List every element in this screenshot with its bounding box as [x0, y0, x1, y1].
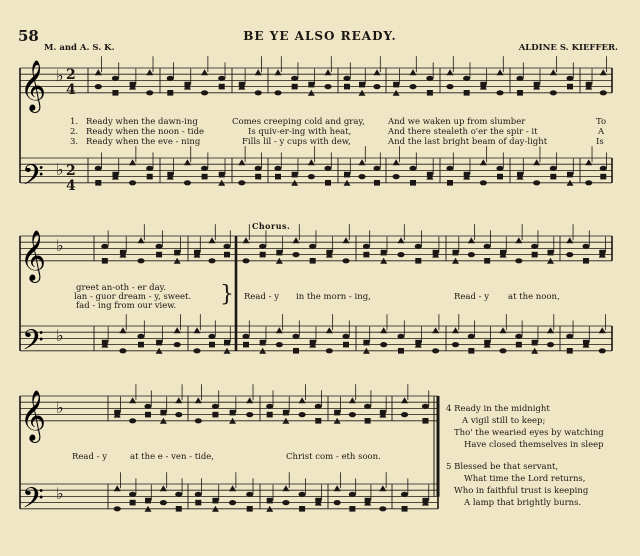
- verse-line: A vigil still to keep;: [462, 416, 546, 426]
- key-signature-flat-icon: ♭: [56, 66, 64, 85]
- chorus-lyric: Read - y: [72, 452, 108, 462]
- round-note-head: [259, 244, 266, 249]
- square-note-head: [102, 258, 108, 264]
- square-note-head: [600, 174, 606, 180]
- round-note-head: [95, 84, 102, 89]
- triangle-note-head: [184, 159, 191, 165]
- brace-icon: }: [220, 282, 234, 307]
- round-note-head: [446, 166, 453, 171]
- square-note-head: [359, 82, 365, 88]
- key-signature-flat-icon: ♭: [56, 484, 64, 503]
- square-note-head: [310, 258, 316, 264]
- triangle-note-head: [308, 159, 315, 165]
- square-note-head: [532, 340, 538, 346]
- round-note-head: [397, 252, 404, 257]
- key-signature-flat-icon: ♭: [56, 236, 64, 255]
- round-note-head: [324, 166, 331, 171]
- round-note-head: [585, 180, 592, 185]
- round-note-head: [298, 412, 305, 417]
- key-signature-flat-icon: ♭: [56, 160, 64, 179]
- square-note-head: [343, 342, 349, 348]
- round-note-head: [274, 166, 281, 171]
- verse-number: 2.: [70, 127, 79, 137]
- round-note-head: [566, 334, 573, 339]
- triangle-note-head: [95, 69, 102, 75]
- round-note-head: [218, 76, 225, 81]
- round-note-head: [599, 348, 606, 353]
- lyric-segment: Is quiv-er-ing with heat,: [248, 127, 352, 137]
- time-signature-top: 2: [66, 163, 76, 179]
- triangle-note-head: [566, 237, 573, 243]
- round-note-head: [415, 244, 422, 249]
- triangle-note-head: [468, 237, 475, 243]
- round-note-head: [208, 258, 215, 263]
- square-note-head: [283, 410, 289, 416]
- round-note-head: [274, 90, 281, 95]
- triangle-note-head: [276, 327, 283, 333]
- triangle-note-head: [255, 69, 262, 75]
- round-note-head: [515, 334, 522, 339]
- square-note-head: [398, 348, 404, 354]
- chorus-lyric: at the noon,: [508, 292, 560, 302]
- round-note-head: [242, 334, 249, 339]
- triangle-note-head: [275, 69, 282, 75]
- triangle-note-head: [243, 237, 250, 243]
- verse-number: 1.: [70, 117, 79, 127]
- page-number: 58: [18, 27, 39, 45]
- round-note-head: [432, 348, 439, 353]
- round-note-head: [246, 492, 253, 497]
- triangle-note-head: [600, 69, 607, 75]
- square-note-head: [374, 180, 380, 186]
- triangle-note-head: [209, 237, 216, 243]
- bass-clef-icon: 𝄢: [22, 482, 44, 522]
- round-note-head: [326, 348, 333, 353]
- round-note-head: [174, 342, 181, 347]
- triangle-note-head: [334, 485, 341, 491]
- round-note-head: [409, 166, 416, 171]
- triangle-note-head: [195, 397, 202, 403]
- square-note-head: [548, 250, 554, 256]
- triangle-note-head: [325, 69, 332, 75]
- round-note-head: [566, 76, 573, 81]
- key-signature-flat-icon: ♭: [56, 326, 64, 345]
- round-note-head: [452, 342, 459, 347]
- triangle-note-head: [374, 69, 381, 75]
- round-note-head: [393, 174, 400, 179]
- square-note-head: [267, 412, 273, 418]
- triangle-note-head: [480, 159, 487, 165]
- triangle-note-head: [432, 327, 439, 333]
- square-note-head: [334, 410, 340, 416]
- triangle-note-head: [114, 485, 121, 491]
- triangle-note-head: [379, 485, 386, 491]
- verse-1-ending: greet an-oth - er day.: [76, 283, 167, 293]
- round-note-head: [315, 404, 322, 409]
- round-note-head: [349, 492, 356, 497]
- verse-line: Have closed themselves in sleep: [464, 440, 604, 450]
- round-note-head: [531, 244, 538, 249]
- square-note-head: [212, 412, 218, 418]
- round-note-head: [496, 90, 503, 95]
- round-note-head: [167, 76, 174, 81]
- square-note-head: [267, 498, 273, 504]
- square-note-head: [393, 82, 399, 88]
- round-note-head: [533, 180, 540, 185]
- triangle-note-head: [533, 159, 540, 165]
- time-signature-top: 2: [66, 67, 76, 83]
- square-note-head: [230, 410, 236, 416]
- round-note-head: [426, 76, 433, 81]
- square-note-head: [95, 180, 101, 186]
- round-note-head: [324, 84, 331, 89]
- chorus-label: Chorus.: [252, 221, 291, 231]
- round-note-head: [480, 180, 487, 185]
- round-note-head: [600, 90, 607, 95]
- square-note-head: [219, 172, 225, 178]
- square-note-head: [255, 174, 261, 180]
- square-note-head: [247, 506, 253, 512]
- square-note-head: [176, 506, 182, 512]
- round-note-head: [343, 76, 350, 81]
- square-note-head: [315, 418, 321, 424]
- square-note-head: [160, 410, 166, 416]
- round-note-head: [144, 404, 151, 409]
- square-note-head: [195, 500, 201, 506]
- triangle-note-head: [194, 327, 201, 333]
- square-note-head: [365, 418, 371, 424]
- round-note-head: [112, 76, 119, 81]
- round-note-head: [373, 166, 380, 171]
- square-note-head: [292, 84, 298, 90]
- square-note-head: [422, 418, 428, 424]
- triangle-note-head: [393, 159, 400, 165]
- round-note-head: [291, 76, 298, 81]
- square-note-head: [567, 84, 573, 90]
- triangle-note-head: [201, 69, 208, 75]
- square-note-head: [344, 172, 350, 178]
- triangle-note-head: [229, 485, 236, 491]
- triangle-note-head: [119, 327, 126, 333]
- triangle-note-head: [174, 327, 181, 333]
- round-note-head: [550, 166, 557, 171]
- round-note-head: [516, 76, 523, 81]
- round-note-head: [468, 252, 475, 257]
- round-note-head: [401, 492, 408, 497]
- round-note-head: [129, 180, 136, 185]
- square-note-head: [209, 342, 215, 348]
- treble-clef-icon: 𝄞: [20, 230, 47, 281]
- triangle-note-head: [599, 327, 606, 333]
- triangle-note-head: [401, 397, 408, 403]
- round-note-head: [255, 166, 262, 171]
- square-note-head: [363, 340, 369, 346]
- square-note-head: [147, 174, 153, 180]
- lyric-segment: A: [598, 127, 605, 137]
- triangle-note-head: [447, 69, 454, 75]
- triangle-note-head: [146, 69, 153, 75]
- round-note-head: [201, 90, 208, 95]
- triangle-note-head: [160, 485, 167, 491]
- time-signature-bottom: 4: [66, 178, 76, 194]
- lyric-segment: Is: [596, 137, 604, 147]
- round-note-head: [446, 84, 453, 89]
- chorus-lyric: in the morn - ing,: [296, 292, 371, 302]
- chorus-lyric: Read - y: [454, 292, 490, 302]
- triangle-note-head: [299, 397, 306, 403]
- square-note-head: [583, 258, 589, 264]
- round-note-head: [95, 166, 102, 171]
- round-note-head: [308, 174, 315, 179]
- verse-line: Who in faithful trust is keeping: [454, 486, 589, 496]
- round-note-head: [364, 404, 371, 409]
- lyric-segment: Ready when the eve - ning: [86, 137, 201, 147]
- square-note-head: [410, 180, 416, 186]
- round-note-head: [229, 500, 236, 505]
- square-note-head: [224, 340, 230, 346]
- round-note-head: [463, 76, 470, 81]
- square-note-head: [174, 250, 180, 256]
- round-note-head: [373, 84, 380, 89]
- round-note-head: [208, 334, 215, 339]
- triangle-note-head: [138, 237, 145, 243]
- square-note-head: [202, 174, 208, 180]
- triangle-note-head: [550, 69, 557, 75]
- round-note-head: [223, 244, 230, 249]
- square-note-head: [453, 250, 459, 256]
- round-note-head: [255, 90, 262, 95]
- square-note-head: [567, 348, 573, 354]
- square-note-head: [156, 340, 162, 346]
- lyric-segment: Fills lil - y cups with dew,: [242, 137, 351, 147]
- round-note-head: [238, 180, 245, 185]
- round-note-head: [276, 342, 283, 347]
- square-note-head: [167, 90, 173, 96]
- square-note-head: [447, 180, 453, 186]
- triangle-note-head: [515, 237, 522, 243]
- round-note-head: [266, 404, 273, 409]
- square-note-head: [299, 506, 305, 512]
- verse-line: A lamp that brightly burns.: [464, 498, 582, 508]
- hymn-title: BE YE ALSO READY.: [243, 29, 397, 43]
- round-note-head: [242, 258, 249, 263]
- square-note-head: [497, 174, 503, 180]
- triangle-note-head: [398, 237, 405, 243]
- triangle-note-head: [349, 397, 356, 403]
- lyric-segment: And there stealeth o'er the spir - it: [388, 127, 538, 137]
- square-note-head: [468, 348, 474, 354]
- triangle-note-head: [380, 327, 387, 333]
- round-note-head: [342, 334, 349, 339]
- round-note-head: [292, 334, 299, 339]
- round-note-head: [201, 166, 208, 171]
- lyric-segment: To: [596, 117, 607, 127]
- square-note-head: [349, 506, 355, 512]
- triangle-note-head: [246, 397, 253, 403]
- square-note-head: [243, 342, 249, 348]
- square-note-head: [112, 90, 118, 96]
- round-note-head: [496, 166, 503, 171]
- round-note-head: [175, 412, 182, 417]
- round-note-head: [137, 334, 144, 339]
- round-note-head: [193, 348, 200, 353]
- triangle-note-head: [497, 69, 504, 75]
- round-note-head: [550, 90, 557, 95]
- round-note-head: [160, 500, 167, 505]
- round-note-head: [379, 506, 386, 511]
- square-note-head: [293, 348, 299, 354]
- chorus-lyric: Read - y: [244, 292, 280, 302]
- round-note-head: [349, 412, 356, 417]
- lyric-segment: Ready when the dawn-ing: [86, 117, 198, 127]
- time-signature-bottom: 4: [66, 82, 76, 98]
- triangle-note-head: [500, 327, 507, 333]
- square-note-head: [292, 172, 298, 178]
- round-note-head: [137, 258, 144, 263]
- square-note-head: [484, 258, 490, 264]
- square-note-head: [516, 342, 522, 348]
- round-note-head: [184, 180, 191, 185]
- composer-credit: ALDINE S. KIEFFER.: [518, 43, 618, 53]
- round-note-head: [422, 404, 429, 409]
- square-note-head: [145, 412, 151, 418]
- bass-clef-icon: 𝄢: [22, 324, 44, 364]
- square-note-head: [402, 506, 408, 512]
- square-note-head: [532, 252, 538, 258]
- verse-line: 5 Blessed be that servant,: [446, 462, 559, 472]
- verse-line: 4 Ready in the midnight: [446, 404, 550, 414]
- square-note-head: [325, 180, 331, 186]
- round-note-head: [129, 492, 136, 497]
- square-note-head: [260, 252, 266, 258]
- round-note-head: [101, 244, 108, 249]
- treble-clef-icon: 𝄞: [20, 60, 47, 111]
- square-note-head: [224, 252, 230, 258]
- round-note-head: [175, 492, 182, 497]
- lyric-segment: And the last bright beam of day-light: [388, 137, 548, 147]
- round-note-head: [155, 244, 162, 249]
- triangle-note-head: [547, 327, 554, 333]
- round-note-head: [114, 506, 121, 511]
- round-note-head: [468, 334, 475, 339]
- verse-number: 3.: [70, 137, 79, 147]
- lyric-segment: Ready when the noon - tide: [86, 127, 205, 137]
- square-note-head: [212, 498, 218, 504]
- square-note-head: [415, 258, 421, 264]
- round-note-head: [515, 258, 522, 263]
- triangle-note-head: [238, 159, 245, 165]
- round-note-head: [119, 348, 126, 353]
- round-note-head: [409, 84, 416, 89]
- bass-clef-icon: 𝄢: [22, 159, 44, 199]
- verse-line: What time the Lord returns,: [464, 474, 586, 484]
- round-note-head: [600, 166, 607, 171]
- triangle-note-head: [585, 159, 592, 165]
- round-note-head: [129, 418, 136, 423]
- round-note-head: [358, 174, 365, 179]
- round-note-head: [566, 252, 573, 257]
- round-note-head: [212, 404, 219, 409]
- square-note-head: [276, 250, 282, 256]
- square-note-head: [145, 498, 151, 504]
- triangle-note-head: [326, 327, 333, 333]
- triangle-note-head: [129, 159, 136, 165]
- triangle-note-head: [293, 237, 300, 243]
- round-note-head: [195, 492, 202, 497]
- triangle-note-head: [359, 159, 366, 165]
- triangle-note-head: [343, 237, 350, 243]
- square-note-head: [427, 90, 433, 96]
- square-note-head: [464, 90, 470, 96]
- round-note-head: [246, 412, 253, 417]
- square-note-head: [130, 500, 136, 506]
- round-note-head: [499, 348, 506, 353]
- square-note-head: [381, 250, 387, 256]
- square-note-head: [308, 82, 314, 88]
- triangle-note-head: [452, 327, 459, 333]
- round-note-head: [282, 500, 289, 505]
- square-note-head: [517, 90, 523, 96]
- round-note-head: [363, 244, 370, 249]
- chorus-lyric: Christ com - eth soon.: [286, 452, 381, 462]
- triangle-note-head: [129, 397, 136, 403]
- key-signature-flat-icon: ♭: [56, 398, 64, 417]
- round-note-head: [146, 90, 153, 95]
- lyric-segment: Comes creeping cold and gray,: [232, 117, 365, 127]
- square-note-head: [344, 84, 350, 90]
- lyricist-credit: M. and A. S. K.: [44, 43, 115, 53]
- round-note-head: [401, 412, 408, 417]
- round-note-head: [547, 342, 554, 347]
- triangle-note-head: [282, 485, 289, 491]
- round-note-head: [292, 252, 299, 257]
- round-note-head: [334, 500, 341, 505]
- square-note-head: [567, 172, 573, 178]
- lyric-segment: And we waken up from slumber: [388, 117, 526, 127]
- square-note-head: [156, 252, 162, 258]
- chorus-lyric: at the e - ven - tide,: [130, 452, 215, 462]
- round-note-head: [195, 418, 202, 423]
- round-note-head: [582, 244, 589, 249]
- round-note-head: [380, 342, 387, 347]
- treble-clef-icon: 𝄞: [20, 390, 47, 441]
- square-note-head: [138, 342, 144, 348]
- square-note-head: [275, 174, 281, 180]
- square-note-head: [219, 84, 225, 90]
- round-note-head: [146, 166, 153, 171]
- verse-2-ending: lan - guor dream - y, sweet.: [74, 292, 192, 302]
- verse-3-ending: fad - ing from our view.: [76, 301, 177, 311]
- triangle-note-head: [410, 69, 417, 75]
- verse-line: Tho' the wearied eyes by watching: [454, 428, 604, 438]
- round-note-head: [309, 244, 316, 249]
- round-note-head: [342, 258, 349, 263]
- round-note-head: [298, 492, 305, 497]
- square-note-head: [260, 340, 266, 346]
- round-note-head: [484, 244, 491, 249]
- triangle-note-head: [175, 397, 182, 403]
- round-note-head: [397, 334, 404, 339]
- square-note-head: [550, 174, 556, 180]
- square-note-head: [363, 252, 369, 258]
